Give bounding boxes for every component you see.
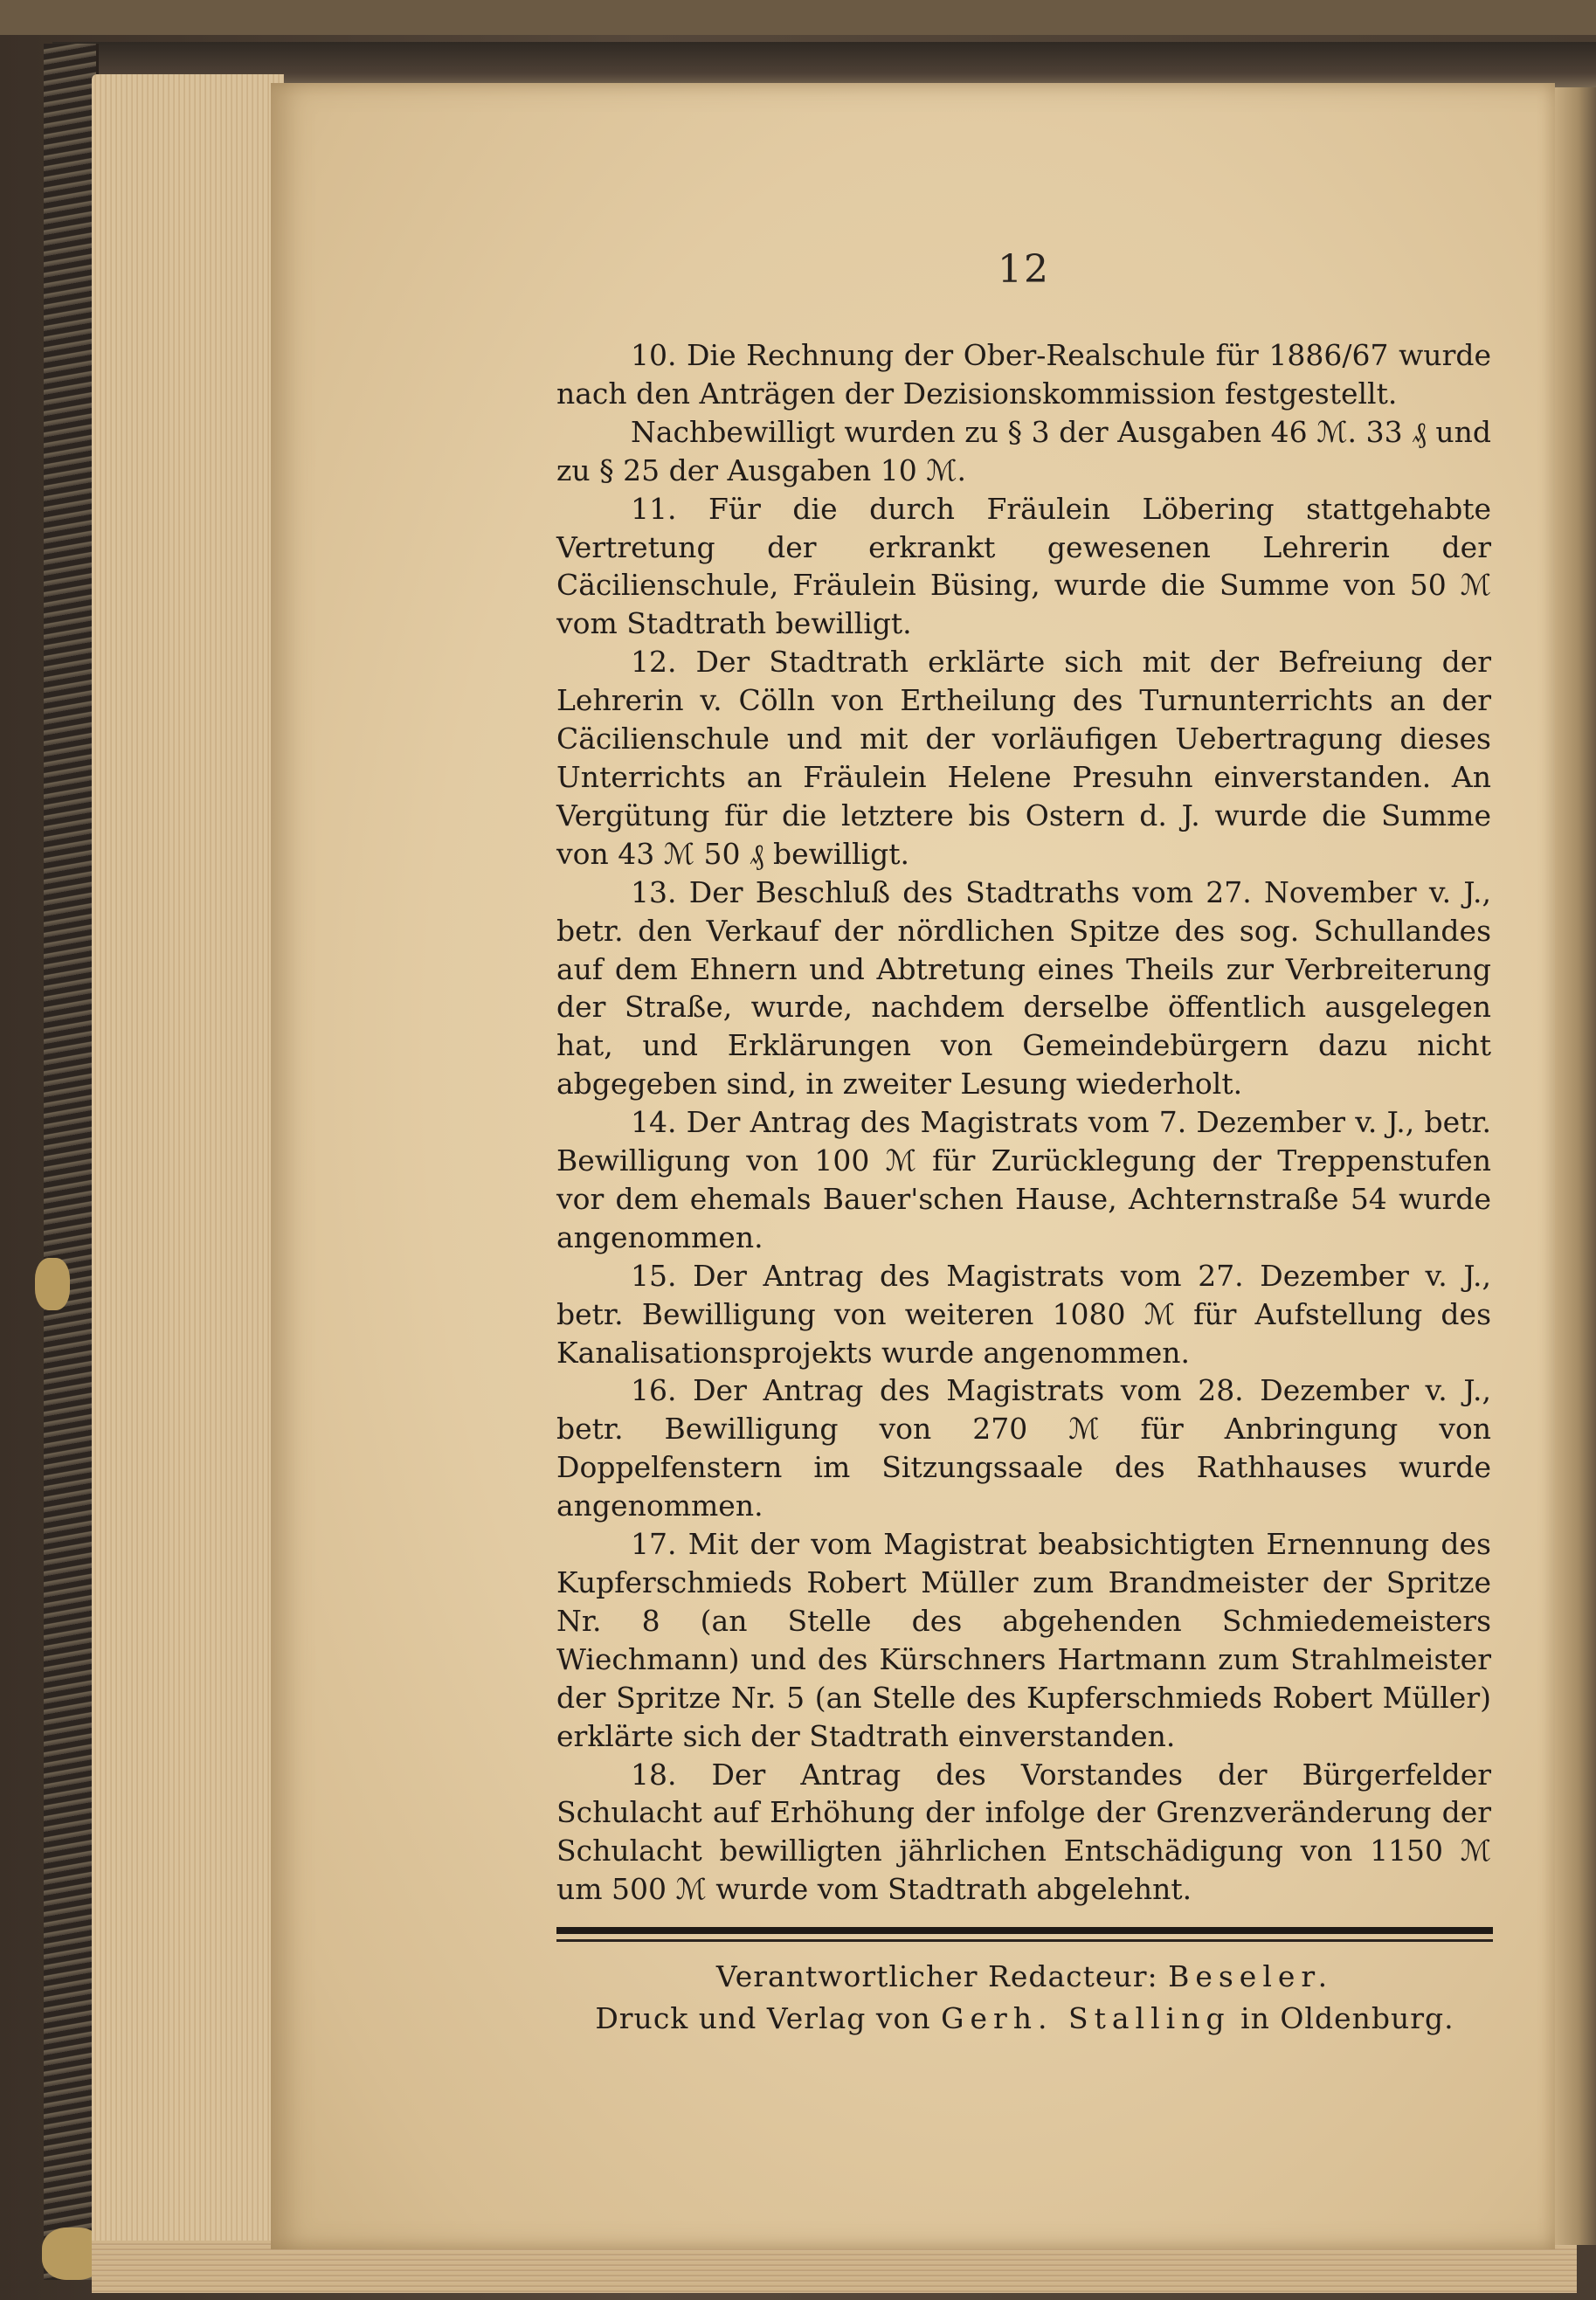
paragraph-18: 18. Der Antrag des Vorstandes der Bürgerfelder Schulacht auf Erhöhung der infolge der Grenzveränderung der Schulacht bewilligten jährlichen Entschädigung von 1150 ℳ um 500 ℳ wurde vom Stadtrath abgelehnt. (556, 1757, 1491, 1907)
page-right-edge (1551, 87, 1596, 2245)
paragraph-17: 17. Mit der vom Magistrat beabsichtigten Ernennung des Kupferschmieds Robert Müller zum Brandmeister der Spritze Nr. 8 (an Stelle des abgehenden Schmiedemeisters Wiechmann) und des Kürschners Hartmann zum Strahlmeister der Spritze Nr. 5 (an Stelle des Kupferschmieds Robert Müller) erklärte sich der Stadtrath einverstanden. (556, 1527, 1491, 1753)
paragraph-16: 16. Der Antrag des Magistrats vom 28. Dezember v. J., betr. Bewilligung von 270 ℳ für Anbringung von Doppelfenstern im Sitzungssaale des Rathhauses wurde angenommen. (556, 1373, 1491, 1523)
worn-cover-spot (35, 1258, 70, 1310)
body-text (556, 336, 1491, 1909)
editor-line (524, 1959, 1525, 1993)
paragraph-13: 13. Der Beschluß des Stadtraths vom 27. November v. J., betr. den Verkauf der nördlichen Spitze des sog. Schullandes auf dem Ehnern und Abtretung eines Theils zur Verbreiterung der Straße, wurde, nachdem derselbe öffentlich ausgelegen hat, und Erklärungen von Gemeindebürgern dazu nicht abgegeben sind, in zweiter Lesung wiederholt. (556, 874, 1491, 1102)
imprint-prefix: Druck und Verlag von (595, 2001, 942, 2035)
publisher-name: Gerh. Stalling (941, 2001, 1231, 2035)
page-number: 12 (998, 247, 1050, 292)
editor-label: Verantwortlicher Redacteur: (715, 1959, 1169, 1993)
paragraph-14: 14. Der Antrag des Magistrats vom 7. Dezember v. J., betr. Bewilligung von 100 ℳ für Zurücklegung der Treppenstufen vor dem ehemals Bauer'schen Hause, Achternstraße 54 wurde angenommen. (556, 1105, 1491, 1254)
paragraph-15: 15. Der Antrag des Magistrats vom 27. Dezember v. J., betr. Bewilligung von weiteren 1080 ℳ für Aufstellung des Kanalisationsprojekts wurde angenommen. (556, 1258, 1491, 1370)
footer-rule-thick (556, 1927, 1493, 1934)
paragraph-10: 10. Die Rechnung der Ober-Realschule für 1886/67 wurde nach den Anträgen der Dezisionskommission festgestellt. (556, 338, 1491, 411)
imprint-line (524, 2001, 1525, 2035)
page-edge-stack (92, 74, 284, 2284)
paragraph-10-supplement: Nachbewilligt wurden zu § 3 der Ausgaben 46 ℳ. 33 ₰ und zu § 25 der Ausgaben 10 ℳ. (556, 414, 1491, 487)
paragraph-12: 12. Der Stadtrath erklärte sich mit der Befreiung der Lehrerin v. Cölln von Ertheilung des Turnunterrichts an der Cäcilienschule und mit der vorläufigen Uebertragung dieses Unterrichts an Fräulein Helene Presuhn einverstanden. An Vergütung für die letztere bis Ostern d. J. wurde die Summe von 43 ℳ 50 ₰ bewilligt. (556, 645, 1491, 871)
footer-rule-thin (556, 1939, 1493, 1942)
paragraph-11: 11. Für die durch Fräulein Löbering stattgehabte Vertretung der erkrankt gewesenen Lehrerin der Cäcilienschule, Fräulein Büsing, wurde die Summe von 50 ℳ vom Stadtrath bewilligt. (556, 491, 1491, 641)
imprint-suffix: in Oldenburg. (1230, 2001, 1454, 2035)
editor-name: Beseler. (1168, 1959, 1334, 1993)
book-spine (44, 44, 99, 2280)
